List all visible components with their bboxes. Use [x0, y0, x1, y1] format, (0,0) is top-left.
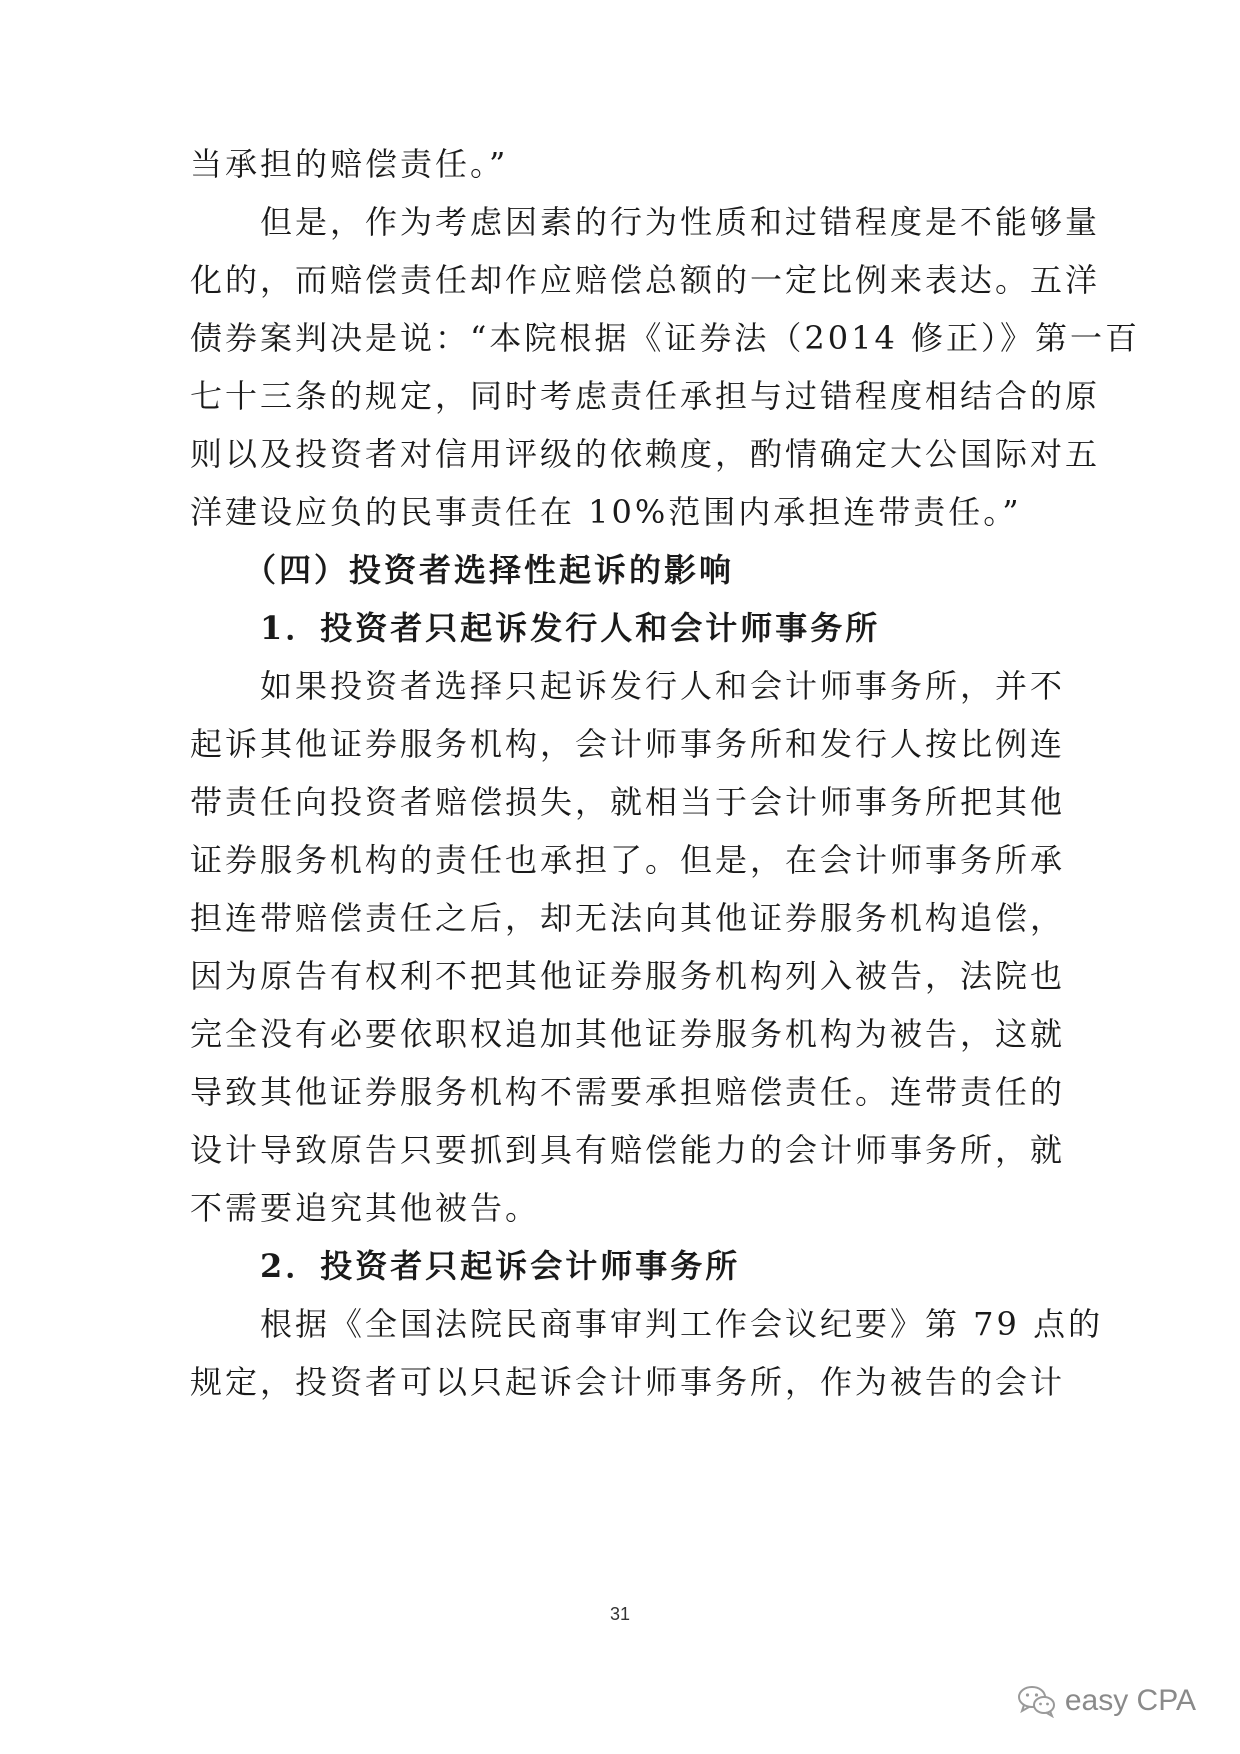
- paragraph-line: 洋建设应负的民事责任在 10%范围内承担连带责任。”: [190, 493, 1022, 531]
- paragraph-line: 化的，而赔偿责任却作应赔偿总额的一定比例来表达。五洋: [190, 261, 1101, 299]
- paragraph-line: 担连带赔偿责任之后，却无法向其他证券服务机构追偿，: [190, 899, 1066, 937]
- paragraph-line: 设计导致原告只要抓到具有赔偿能力的会计师事务所，就: [190, 1131, 1066, 1169]
- page-number: 31: [609, 1604, 631, 1624]
- paragraph-line: 根据《全国法院民商事审判工作会议纪要》第 79 点的: [190, 1305, 1104, 1343]
- paragraph-line: 则以及投资者对信用评级的依赖度，酌情确定大公国际对五: [190, 435, 1101, 473]
- paragraph-line: 证券服务机构的责任也承担了。但是，在会计师事务所承: [190, 841, 1066, 879]
- paragraph-line: 七十三条的规定，同时考虑责任承担与过错程度相结合的原: [190, 377, 1101, 415]
- paragraph-line: 导致其他证券服务机构不需要承担赔偿责任。连带责任的: [190, 1073, 1066, 1111]
- paragraph-line: 起诉其他证券服务机构，会计师事务所和发行人按比例连: [190, 725, 1066, 763]
- paragraph-line: 完全没有必要依职权追加其他证券服务机构为被告，这就: [190, 1015, 1066, 1053]
- paragraph-line: 不需要追究其他被告。: [190, 1189, 541, 1227]
- watermark-text: easy CPA: [1064, 1684, 1196, 1717]
- subsection-heading: 2．投资者只起诉会计师事务所: [190, 1247, 741, 1285]
- paragraph-line: 规定，投资者可以只起诉会计师事务所，作为被告的会计: [190, 1363, 1066, 1401]
- paragraph-line: 当承担的赔偿责任。”: [190, 145, 509, 183]
- paragraph-line: 债券案判决是说：“本院根据《证券法（2014 修正）》第一百: [190, 319, 1140, 357]
- paragraph-line: 但是，作为考虑因素的行为性质和过错程度是不能够量: [190, 203, 1101, 241]
- paragraph-line: 因为原告有权利不把其他证券服务机构列入被告，法院也: [190, 957, 1066, 995]
- section-heading: （四）投资者选择性起诉的影响: [190, 551, 735, 589]
- watermark: [1017, 1684, 1196, 1718]
- subsection-heading: 1．投资者只起诉发行人和会计师事务所: [190, 609, 881, 647]
- paragraph-line: 带责任向投资者赔偿损失，就相当于会计师事务所把其他: [190, 783, 1066, 821]
- paragraph-line: 如果投资者选择只起诉发行人和会计师事务所，并不: [190, 667, 1066, 705]
- wechat-icon: [1017, 1684, 1057, 1718]
